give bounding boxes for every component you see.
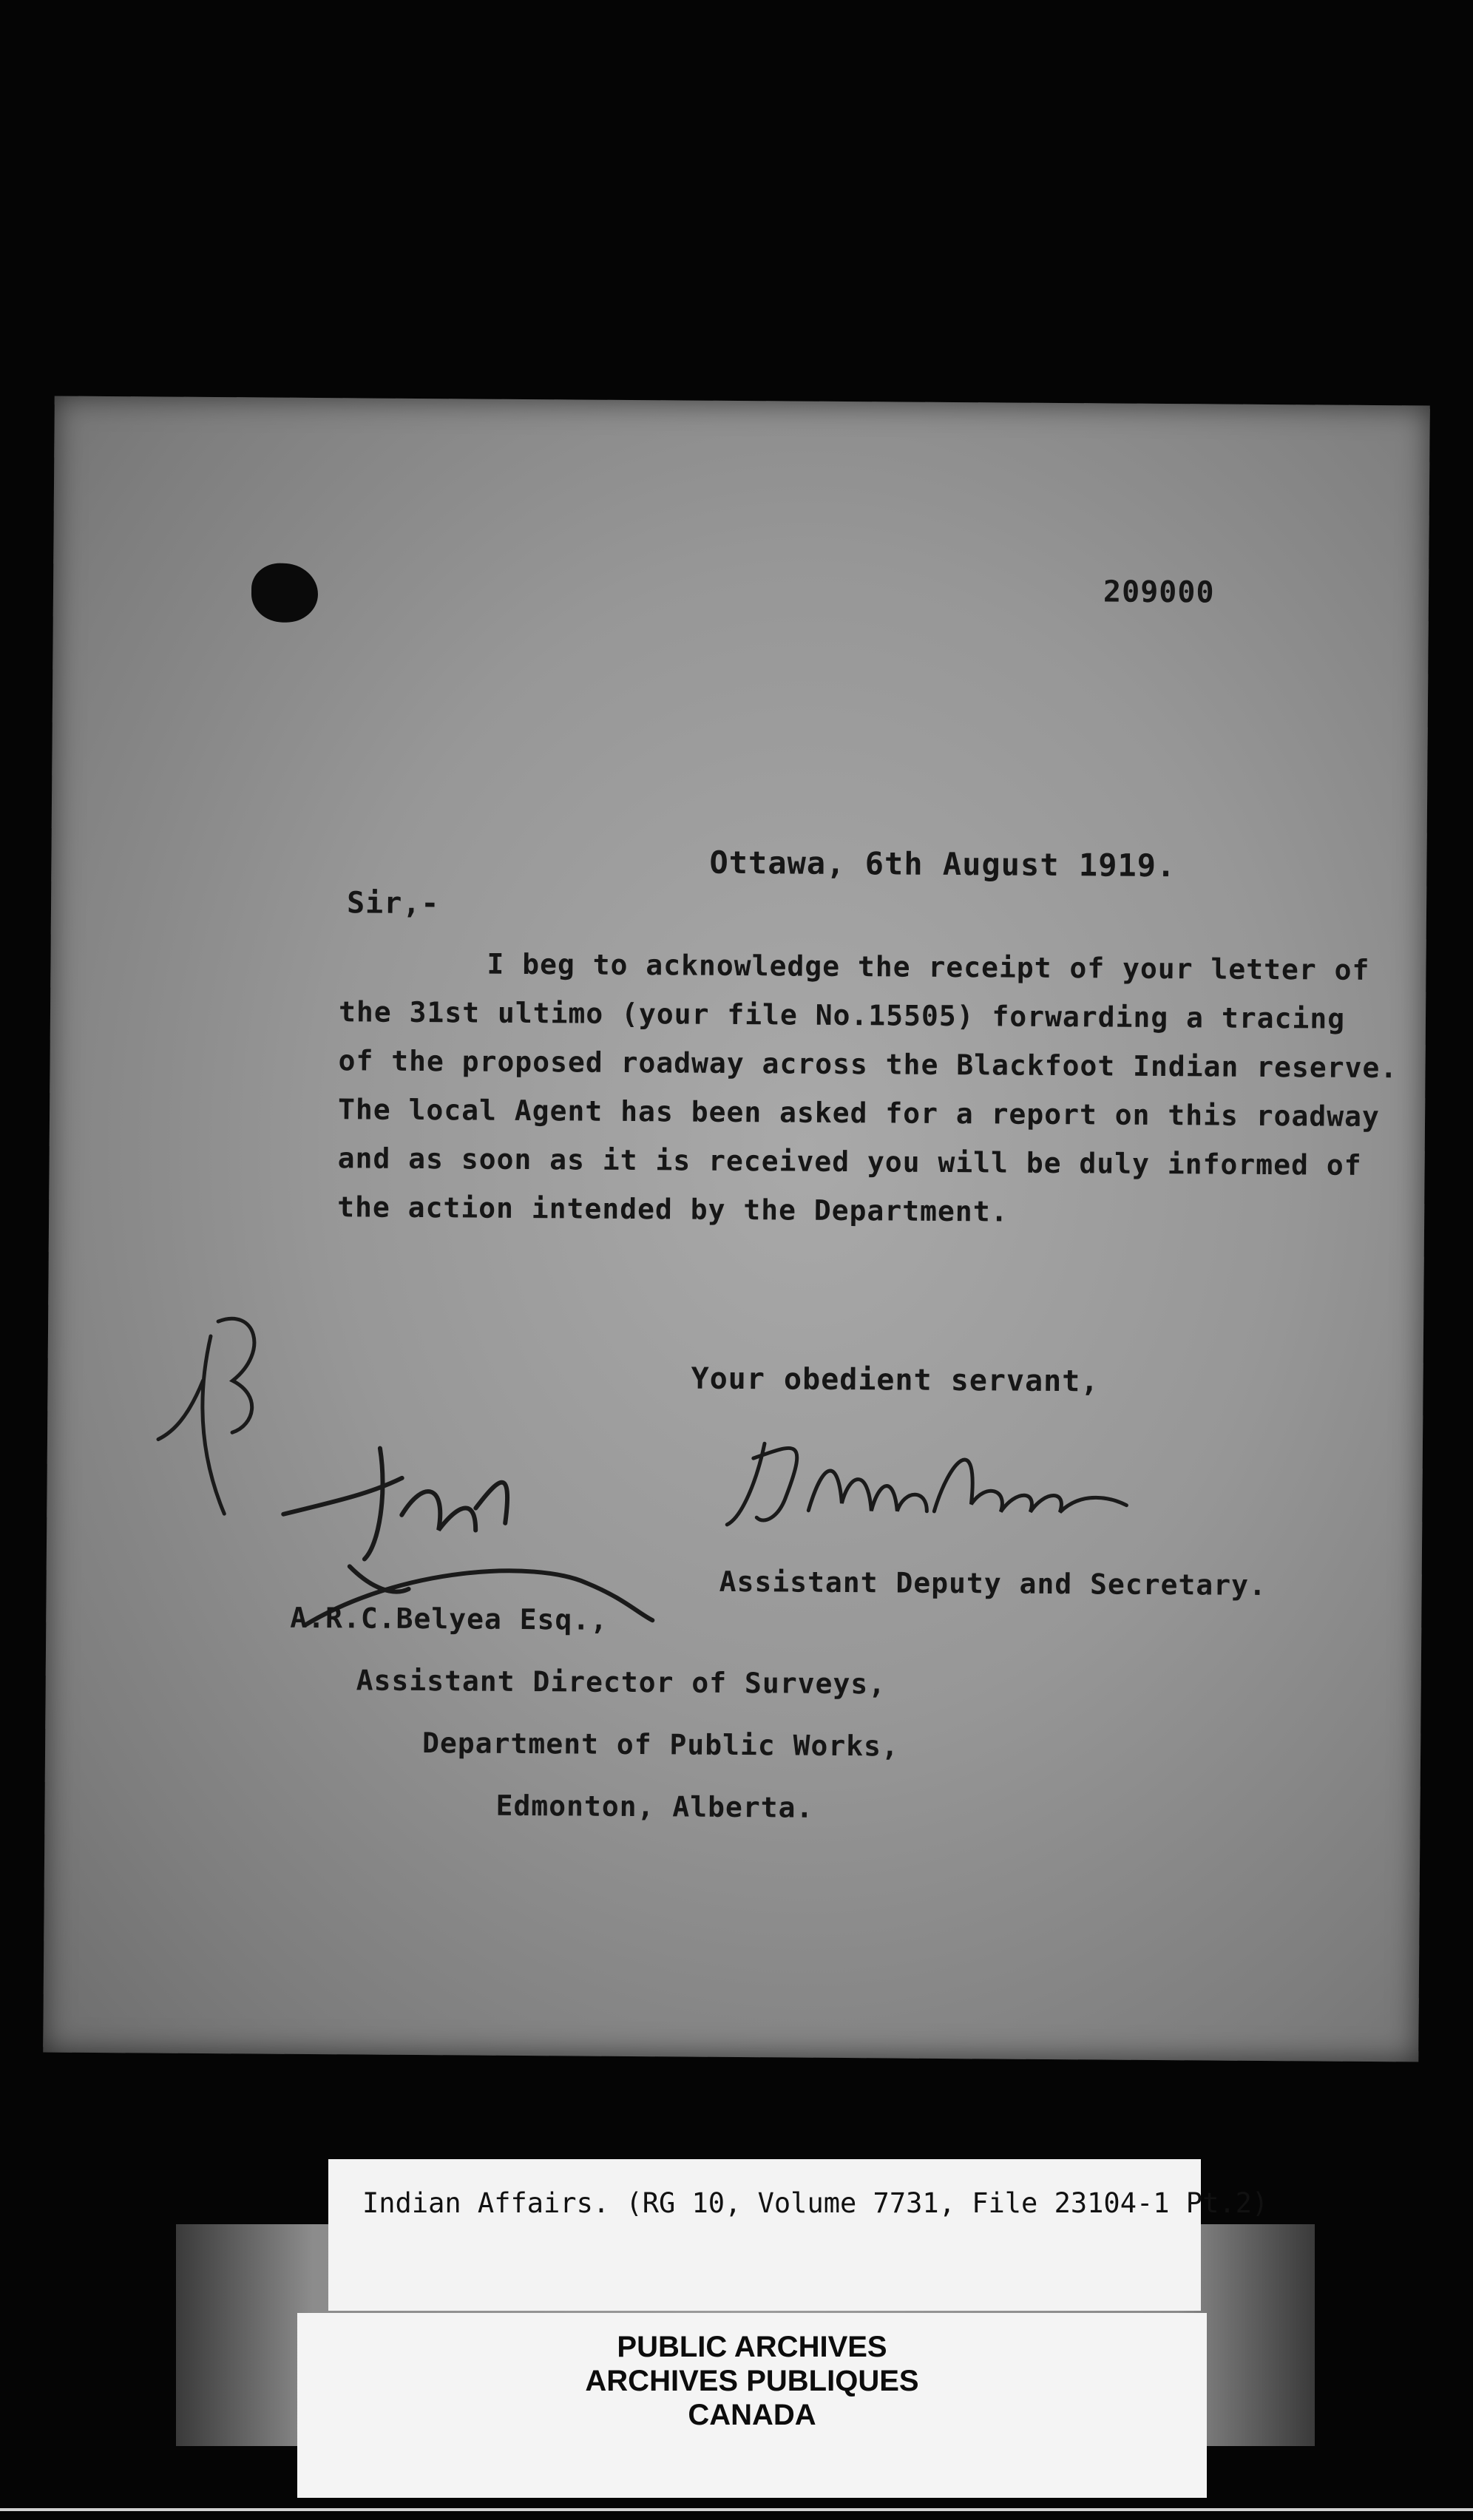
address-line: Department of Public Works, [421,1727,899,1763]
file-number: 209000 [1103,575,1215,610]
body-line: I beg to acknowledge the receipt of your letter of [487,947,1370,986]
salutation: Sir,- [346,886,440,921]
body-line: the action intended by the Department. [337,1190,1009,1228]
address-line: A.R.C.Belyea Esq., [290,1601,609,1636]
body-line: The local Agent has been asked for a report on this roadway [337,1093,1381,1134]
address-line: Assistant Director of Surveys, [356,1664,887,1701]
stamp-line: CANADA [688,2399,816,2431]
address-line: Edmonton, Alberta. [495,1789,814,1824]
stamp-line: PUBLIC ARCHIVES [617,2331,887,2363]
punch-hole [251,563,319,623]
film-edge [0,2508,1473,2511]
letter-page [43,396,1430,2062]
signatory-title: Assistant Deputy and Secretary. [719,1565,1267,1602]
stamp-line: ARCHIVES PUBLIQUES [585,2365,919,2397]
reference-card [328,2159,1269,2311]
dateline: Ottawa, 6th August 1919. [709,844,1176,884]
body-line: and as soon as it is received you will be duly informed of [337,1142,1362,1182]
archive-stamp [297,2313,1207,2498]
closing: Your obedient servant, [691,1361,1100,1399]
reference-text: Indian Affairs. (RG 10, Volume 7731, File 23104-1 Pt.2) [362,2187,1269,2219]
body-line: the 31st ultimo (your file No.15505) forwarding a tracing [338,995,1346,1035]
body-line: of the proposed roadway across the Blackfoot Indian reserve. [338,1044,1398,1085]
handwritten-signature [712,1414,1171,1557]
